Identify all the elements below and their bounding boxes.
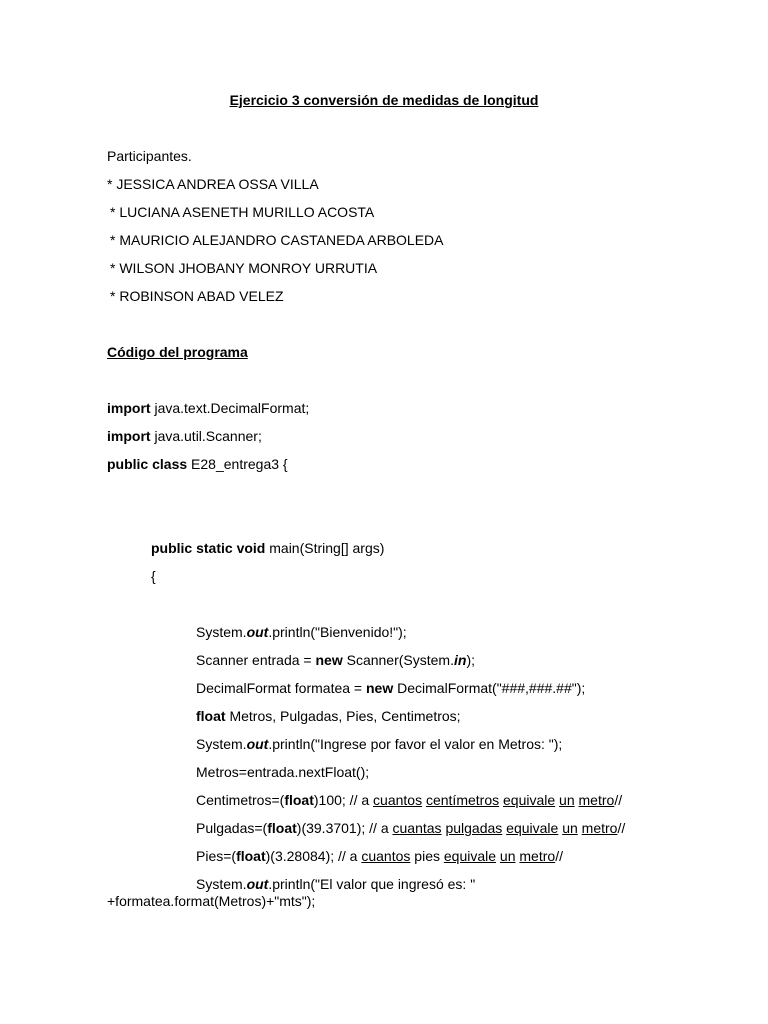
keyword: new <box>315 652 343 668</box>
code-text: ); <box>466 652 475 668</box>
underlined-word: cuantos <box>373 792 423 808</box>
code-line-float-declaration <box>196 708 461 724</box>
keyword: public static void <box>151 540 266 556</box>
static-field: out <box>246 624 269 640</box>
underlined-word: equivale <box>443 848 497 864</box>
document-title: Ejercicio 3 conversión de medidas de longitud <box>229 92 539 108</box>
code-text: Centimetros=( <box>196 792 285 808</box>
underlined-word: metro <box>581 820 618 836</box>
code-text: // <box>555 848 563 864</box>
code-line-import-scanner <box>107 428 262 444</box>
underlined-word: un <box>499 848 516 864</box>
participant-item: * MAURICIO ALEJANDRO CASTANEDA ARBOLEDA <box>110 232 444 248</box>
code-text: )(3.28084); // a <box>265 848 362 864</box>
participant-item: * LUCIANA ASENETH MURILLO ACOSTA <box>110 204 375 220</box>
code-text: System. <box>196 736 247 752</box>
code-text: DecimalFormat("###,###.##"); <box>393 680 586 696</box>
code-text: .println("El valor que ingresó es: " <box>268 876 476 892</box>
code-text: Metros, Pulgadas, Pies, Centimetros; <box>225 708 461 724</box>
code-text: pies <box>410 848 444 864</box>
code-text: main(String[] args) <box>265 540 385 556</box>
participant-item: * JESSICA ANDREA OSSA VILLA <box>107 176 319 192</box>
participant-item: * WILSON JHOBANY MONROY URRUTIA <box>110 260 378 276</box>
code-text: // <box>614 792 623 808</box>
code-line-scanner <box>196 652 475 668</box>
underlined-word: cuantas <box>392 820 442 836</box>
code-line-main-declaration <box>151 540 384 556</box>
code-line-result-print-continuation: +formatea.format(Metros)+"mts"); <box>107 893 316 909</box>
keyword: float <box>267 820 297 836</box>
underlined-word: equivale <box>506 820 559 836</box>
code-line-read-input: Metros=entrada.nextFloat(); <box>196 764 370 780</box>
code-line-pulgadas <box>196 820 625 836</box>
code-text: System. <box>196 876 247 892</box>
code-text: // <box>617 820 626 836</box>
code-line-pies <box>196 848 563 864</box>
keyword: import <box>107 400 151 416</box>
participants-label: Participantes. <box>107 148 192 164</box>
underlined-word: equivale <box>503 792 556 808</box>
underlined-word: pulgadas <box>445 820 503 836</box>
code-text: E28_entrega3 { <box>187 456 288 472</box>
code-line-class-declaration <box>107 456 288 472</box>
keyword: float <box>236 848 266 864</box>
code-text: System. <box>196 624 247 640</box>
participant-item: * ROBINSON ABAD VELEZ <box>110 288 284 304</box>
code-text: )(39.3701); // a <box>296 820 393 836</box>
keyword: import <box>107 428 151 444</box>
code-line-welcome-print <box>196 624 407 640</box>
code-text: java.util.Scanner; <box>150 428 262 444</box>
static-field: out <box>246 876 269 892</box>
code-text: .println("Bienvenido!"); <box>268 624 407 640</box>
static-field: in <box>453 652 467 668</box>
code-line-open-brace: { <box>151 568 156 584</box>
underlined-word: un <box>559 792 575 808</box>
code-line-prompt-print <box>196 736 562 752</box>
underlined-word: un <box>562 820 578 836</box>
keyword: float <box>196 708 226 724</box>
code-text: java.text.DecimalFormat; <box>150 400 310 416</box>
code-text: )100; // a <box>313 792 374 808</box>
keyword: public class <box>107 456 188 472</box>
underlined-word: metro <box>578 792 615 808</box>
code-line-import-decimalformat <box>107 400 309 416</box>
keyword: float <box>284 792 314 808</box>
code-line-decimalformat <box>196 680 585 696</box>
underlined-word: cuantos <box>361 848 411 864</box>
code-text: .println("Ingrese por favor el valor en Metros: "); <box>268 736 563 752</box>
code-text: DecimalFormat formatea = <box>196 680 366 696</box>
keyword: new <box>366 680 394 696</box>
code-line-result-print <box>196 876 475 892</box>
code-text: Pulgadas=( <box>196 820 268 836</box>
code-heading: Código del programa <box>107 344 248 360</box>
underlined-word: centímetros <box>425 792 500 808</box>
code-text: Pies=( <box>196 848 237 864</box>
code-text: Scanner(System. <box>342 652 454 668</box>
code-text: Scanner entrada = <box>196 652 316 668</box>
code-line-centimetros <box>196 792 622 808</box>
static-field: out <box>246 736 269 752</box>
underlined-word: metro <box>519 848 556 864</box>
